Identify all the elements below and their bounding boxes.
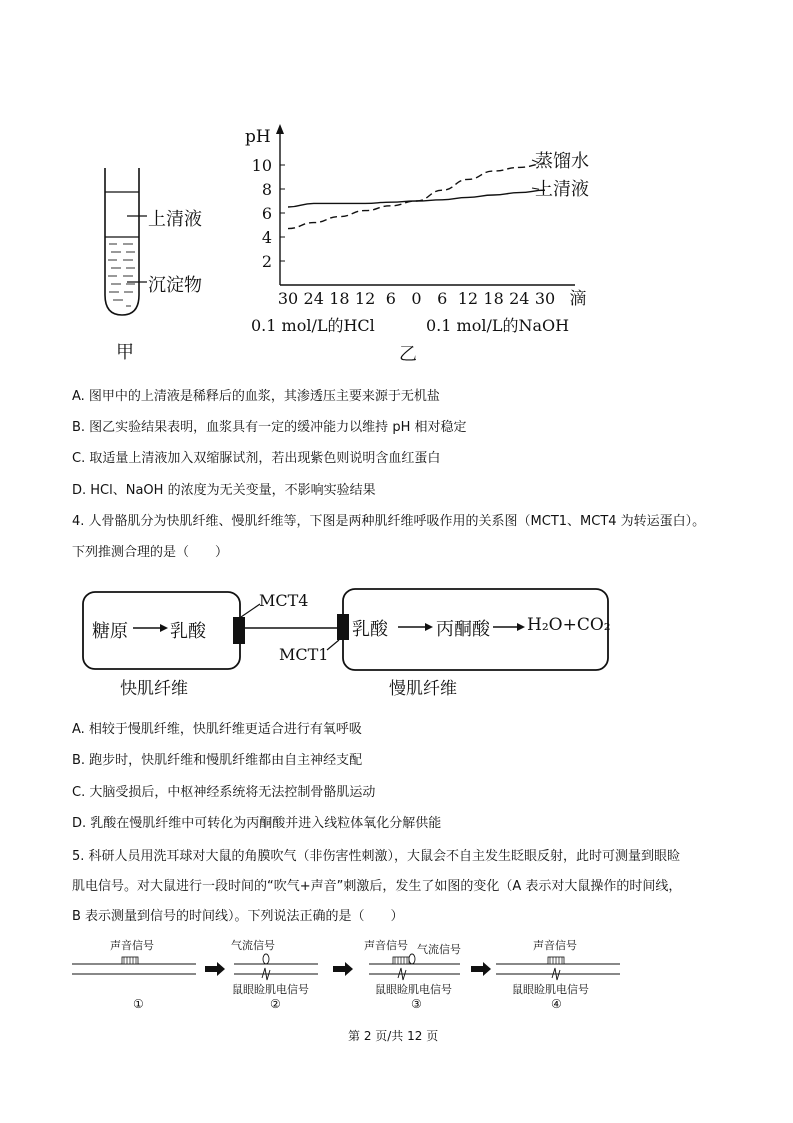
x-right-label: 0.1 mol/L的NaOH (426, 316, 570, 335)
x-tick-label: 18 (329, 289, 350, 308)
y-axis-label: pH (245, 127, 271, 147)
x-unit-label: 滴 (569, 289, 587, 309)
x-tick-label: 24 (509, 289, 530, 308)
panel3-number: ③ (411, 997, 422, 1011)
y-tick-label: 10 (251, 156, 272, 175)
panel2-bottom-label: 鼠眼睑肌电信号 (232, 983, 309, 996)
panel3-bottom-label: 鼠眼睑肌电信号 (375, 983, 452, 996)
q4-option-c: C. 大脑受损后，中枢神经系统将无法控制骨骼肌运动 (72, 785, 376, 800)
page-footer: 第 2 页/共 12 页 (348, 1029, 439, 1043)
panel4-number: ④ (551, 997, 562, 1011)
emg-signal-mark-2 (262, 968, 270, 980)
slow-item-lactate: 乳酸 (352, 619, 388, 640)
q4-option-d: D. 乳酸在慢肌纤维中可转化为丙酮酸并进入线粒体氧化分解供能 (72, 816, 442, 831)
mct4-label: MCT4 (259, 591, 309, 610)
panel1-top-label: 声音信号 (110, 939, 154, 952)
x-tick-label: 30 (277, 289, 299, 308)
x-tick-label: 6 (385, 289, 396, 308)
q4-option-a: A. 相较于慢肌纤维，快肌纤维更适合进行有氧呼吸 (72, 722, 362, 737)
emg-signal-mark-4 (552, 968, 560, 980)
panel2-number: ② (270, 997, 281, 1011)
q3-option-c: C. 取适量上清液加入双缩脲试剂，若出现紫色则说明含血红蛋白 (72, 451, 441, 466)
slow-item-products: H₂O+CO₂ (527, 615, 611, 635)
series-label: 蒸馏水 (535, 151, 589, 172)
panel1-number: ① (133, 997, 144, 1011)
q4-option-b: B. 跑步时，快肌纤维和慢肌纤维都由自主神经支配 (72, 753, 363, 768)
q4-stem-line2: 下列推测合理的是（ ） (72, 545, 229, 560)
q3-option-b: B. 图乙实验结果表明，血浆具有一定的缓冲能力以维持 pH 相对稳定 (72, 420, 467, 435)
q5-stem-line2: 肌电信号。对大鼠进行一段时间的“吹气+声音”刺激后，发生了如图的变化（A 表示对大鼠操作的时间线， (72, 879, 682, 894)
panel3-top2-label: 气流信号 (417, 943, 461, 956)
figure-caption-yi: 乙 (399, 344, 417, 365)
step-arrow-1 (205, 962, 225, 976)
y-tick-label: 8 (261, 180, 272, 199)
figure-caption-jia: 甲 (116, 342, 134, 363)
q4-stem-line1: 4. 人骨骼肌分为快肌纤维、慢肌纤维等，下图是两种肌纤维呼吸作用的关系图（MCT1、MCT4 为转运蛋白）。 (72, 514, 706, 529)
x-left-label: 0.1 mol/L的HCl (251, 316, 375, 335)
fast-item-glycogen: 糖原 (92, 621, 128, 642)
airflow-signal-mark-2 (263, 954, 269, 964)
airflow-signal-mark-3 (409, 954, 415, 964)
y-tick-label: 2 (261, 252, 272, 271)
step-arrow-3 (471, 962, 491, 976)
slow-item-pyruvate: 丙酮酸 (436, 619, 490, 640)
x-tick-label: 12 (457, 289, 479, 308)
slow-fiber-label: 慢肌纤维 (389, 679, 457, 699)
q5-stem-line1: 5. 科研人员用洗耳球对大鼠的角膜吹气（非伤害性刺激），大鼠会不自主发生眨眼反射，此时可测量到眼睑 (72, 849, 681, 864)
x-tick-label: 6 (437, 289, 448, 308)
fast-fiber-label: 快肌纤维 (120, 679, 188, 699)
sediment-label: 沉淀物 (148, 275, 202, 296)
x-tick-label: 12 (354, 289, 376, 308)
panel4-bottom-label: 鼠眼睑肌电信号 (512, 983, 589, 996)
series-label: 上清液 (535, 179, 589, 200)
q5-stem-line3: B 表示测量到信号的时间线）。下列说法正确的是（ ） (72, 909, 404, 924)
y-tick-label: 4 (261, 228, 272, 247)
q3-option-d: D. HCl、NaOH 的浓度为无关变量，不影响实验结果 (72, 483, 376, 498)
step-arrow-2 (333, 962, 353, 976)
x-tick-label: 18 (483, 289, 504, 308)
y-tick-label: 6 (261, 204, 272, 223)
mct1-label: MCT1 (279, 645, 329, 664)
x-tick-label: 24 (303, 289, 324, 308)
x-tick-label: 30 (534, 289, 556, 308)
panel4-top-label: 声音信号 (533, 939, 577, 952)
x-tick-label: 0 (411, 289, 422, 308)
panel3-top-label: 声音信号 (364, 939, 408, 952)
fast-item-lactate: 乳酸 (170, 621, 206, 642)
emg-signal-mark-3 (398, 968, 406, 980)
supernatant-label: 上清液 (148, 209, 202, 230)
q3-option-a: A. 图甲中的上清液是稀释后的血浆，其渗透压主要来源于无机盐 (72, 389, 440, 404)
panel2-top-label: 气流信号 (231, 939, 275, 952)
